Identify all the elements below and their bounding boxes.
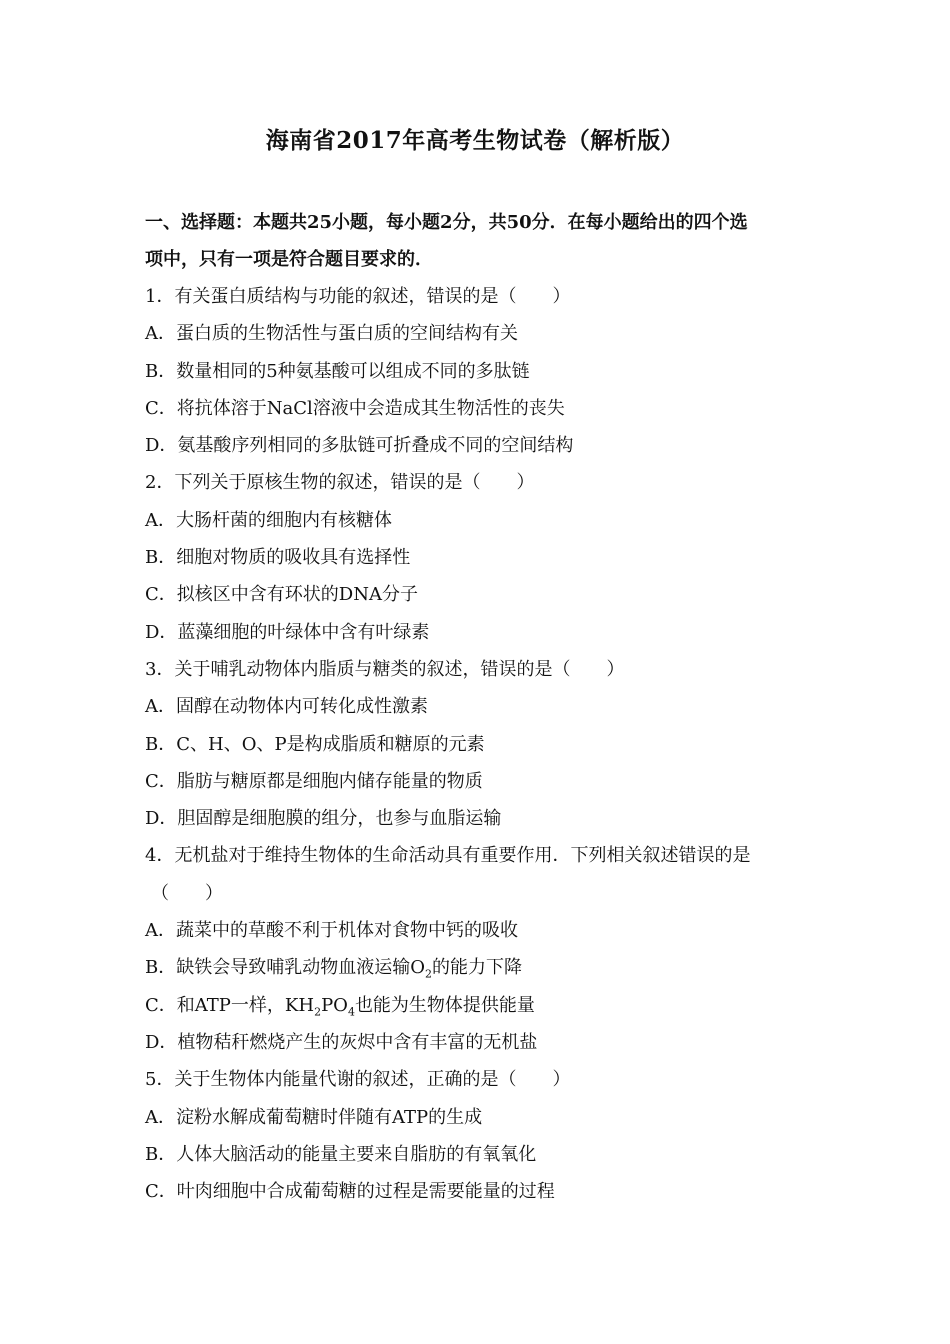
question-4 [145, 837, 815, 1061]
option-b: B．细胞对物质的吸收具有选择性 [145, 547, 411, 569]
question-stem: 4．无机盐对于维持生物体的生命活动具有重要作用．下列相关叙述错误的是 [145, 845, 751, 867]
option-a: A．大肠杆菌的细胞内有核糖体 [145, 509, 392, 531]
option-b: B．C、H、O、P是构成脂质和糖原的元素 [145, 733, 485, 755]
option-d: D．氨基酸序列相同的多肽链可折叠成不同的空间结构 [145, 435, 574, 457]
option-a: A．蛋白质的生物活性与蛋白质的空间结构有关 [145, 323, 518, 345]
question-2 [145, 464, 815, 650]
option-a: A．固醇在动物体内可转化成性激素 [145, 696, 428, 718]
option-c [145, 987, 815, 1024]
question-stem: 2．下列关于原核生物的叙述，错误的是（ ） [145, 472, 535, 494]
option-c: C．叶肉细胞中合成葡萄糖的过程是需要能量的过程 [145, 1181, 555, 1203]
question-5 [145, 1061, 815, 1210]
subscript: 2 [424, 967, 432, 981]
option-d: D．植物秸秆燃烧产生的灰烬中含有丰富的无机盐 [145, 1031, 538, 1053]
option-b-text-end: 的能力下降 [431, 957, 522, 979]
question-stem: 5．关于生物体内能量代谢的叙述，正确的是（ ） [145, 1069, 571, 1091]
option-b-text: B．缺铁会导致哺乳动物血液运输O [145, 957, 425, 979]
document-body [145, 204, 815, 1210]
option-b: B．人体大脑活动的能量主要来自脂肪的有氧氧化 [145, 1143, 537, 1165]
option-c-text-mid: PO [321, 994, 348, 1016]
question-stem: 1．有关蛋白质结构与功能的叙述，错误的是（ ） [145, 286, 571, 307]
option-a: A．淀粉水解成葡萄糖时伴随有ATP的生成 [145, 1106, 483, 1128]
option-c: C．拟核区中含有环状的DNA分子 [145, 584, 418, 606]
option-a: A．蔬菜中的草酸不利于机体对食物中钙的吸收 [145, 920, 518, 942]
option-c: C．将抗体溶于NaCl溶液中会造成其生物活性的丧失 [145, 397, 565, 419]
question-1 [145, 278, 815, 464]
option-c-text-end: 也能为生物体提供能量 [354, 994, 535, 1016]
option-c-text: C．和ATP一样，KH [145, 994, 315, 1016]
question-stem: 3．关于哺乳动物体内脂质与糖类的叙述，错误的是（ ） [145, 658, 625, 680]
subscript: 2 [314, 1005, 322, 1019]
option-b: B．数量相同的5种氨基酸可以组成不同的多肽链 [145, 360, 530, 382]
subscript: 4 [347, 1005, 355, 1019]
question-3 [145, 651, 815, 837]
section-heading-cont: 项中，只有一项是符合题目要求的． [145, 249, 433, 270]
option-c: C．脂肪与糖原都是细胞内储存能量的物质 [145, 770, 483, 792]
section-heading: 一、选择题：本题共25小题，每小题2分，共50分．在每小题给出的四个选 [145, 212, 748, 233]
option-b [145, 949, 815, 986]
page-title: 海南省2017年高考生物试卷（解析版） [265, 127, 685, 154]
option-d: D．胆固醇是细胞膜的组分，也参与血脂运输 [145, 808, 502, 830]
option-d: D．蓝藻细胞的叶绿体中含有叶绿素 [145, 621, 430, 643]
question-stem-cont: （ ） [151, 882, 223, 904]
